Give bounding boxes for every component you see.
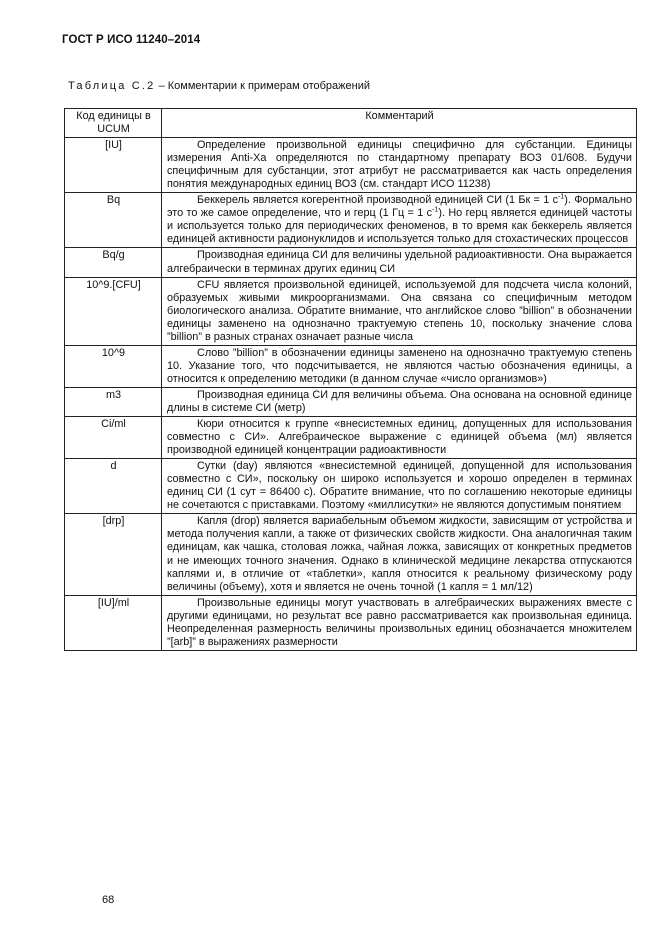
comment-cell — [162, 248, 637, 277]
table-row — [65, 459, 637, 514]
comment-cell — [162, 459, 637, 514]
page-number: 68 — [102, 894, 115, 906]
table-row — [65, 387, 637, 416]
unit-code-cell: m3 — [65, 387, 162, 416]
table-row — [65, 514, 637, 595]
column-header-code: Код единицы в UCUM — [65, 109, 162, 138]
table-row — [65, 595, 637, 650]
comment-cell — [162, 193, 637, 248]
unit-code-cell: Ci/ml — [65, 417, 162, 459]
comment-cell — [162, 417, 637, 459]
comment-cell — [162, 514, 637, 595]
comment-text: Капля (drop) является вариабельным объемом жидкости, зависящим от устройства и метода получения капли, а также от физических свойств жидкости. Она аналогичная таким единицам, как чашка, столовая ложка, чайная ложка, зависящих от конкретных предметов и не имеющих точного значения. Однако в клинической медицине лекарства отпускаются каплями и, в отличие от «таблетки», капля относится к реальному физическому роду величины (объему), хотя и является не очень точной (1 капля = 1 мл/12) — [167, 515, 632, 593]
unit-code-cell: [IU]/ml — [65, 595, 162, 650]
table-caption-title: Комментарии к примерам отображений — [167, 80, 370, 92]
comment-cell — [162, 345, 637, 387]
unit-code-cell: d — [65, 459, 162, 514]
table-caption — [68, 80, 370, 92]
table-caption-label: Таблица С.2 — [68, 80, 156, 92]
comment-text: Производная единица СИ для величины объема. Она основана на основной единице длины в системе СИ (метр) — [167, 388, 632, 414]
comment-text: Произвольные единицы могут участвовать в алгебраических выражениях вместе с другими единицами, но результат все равно рассматривается как произвольная единица. Неопределенная размерность величины произвольных единиц обозначается множителем ”[arb]” в выражениях размерности — [167, 596, 632, 648]
table-row — [65, 345, 637, 387]
comment-cell — [162, 387, 637, 416]
table-row — [65, 193, 637, 248]
table-row — [65, 248, 637, 277]
comment-text — [167, 194, 632, 246]
unit-code-cell: 10^9 — [65, 345, 162, 387]
comment-text-part: ). Формально это то же самое определение, что и герц (1 Гц = 1 с — [167, 194, 632, 220]
table-caption-dash: – — [155, 80, 168, 92]
comment-text: Производная единица СИ для величины удельной радиоактивности. Она выражается алгебраически в терминах других единиц СИ — [167, 249, 632, 275]
column-header-comment: Комментарий — [162, 109, 637, 138]
unit-code-cell: [IU] — [65, 138, 162, 193]
comment-text-part: ). Но герц является единицей частоты и используется только для периодических феноменов, в то время как беккерель является единицей активности радионуклидов и используется только для стохастических процессов — [167, 207, 632, 246]
comment-text: Сутки (day) являются «внесистемной единицей, допущенной для использования совместно с СИ», поскольку он широко используется и хорошо определен в терминах единиц СИ (1 сут = 86400 с). Обратите внимание, что по соглашению некоторые единицы не сочетаются с приставками. Поэтому «миллисутки» не являются допустимым понятием — [167, 460, 632, 512]
comment-text-part: Беккерель является когерентной производной единицей СИ (1 Бк = 1 с — [197, 194, 558, 207]
comment-text: Определение произвольной единицы специфично для субстанции. Единицы измерения Anti-Xa определяются по стандартному препарату ВОЗ 01/608. Будучи специфичным для субстанции, этот атрибут не рассматривается как часть определения понятия международных единиц ВОЗ (см. стандарт ИСО 11238) — [167, 139, 632, 191]
comment-cell — [162, 595, 637, 650]
exponent-superscript: -1 — [432, 206, 439, 214]
table-header-row — [65, 109, 637, 138]
unit-code-cell: Bq/g — [65, 248, 162, 277]
table-row — [65, 138, 637, 193]
comment-text: CFU является произвольной единицей, используемой для подсчета числа колоний, образуемых живыми микроорганизмами. Она связана со специфичным методом биологического анализа. Обратите внимание, что английское слово ”billion” в обозначении единицы заменено на однозначно трактуемую степень 10, поскольку значение слова ”billion” в разных странах означает разные числа — [167, 278, 632, 343]
unit-code-cell: [drp] — [65, 514, 162, 595]
comment-text: Кюри относится к группе «внесистемных единиц, допущенных для использования совместно с СИ». Алгебраическое выражение с единицей объема (мл) является производной единицей концентрации радиоактивности — [167, 418, 632, 457]
unit-code-cell: 10^9.[CFU] — [65, 277, 162, 345]
comment-text: Слово ”billion” в обозначении единицы заменено на однозначно трактуемую степень 10. Указание того, что подсчитывается, не являются частью обозначения единицы, а относится к определению методики (в данном случае «число организмов») — [167, 346, 632, 385]
comment-cell — [162, 277, 637, 345]
comment-cell — [162, 138, 637, 193]
document-standard-header: ГОСТ Р ИСО 11240–2014 — [62, 34, 201, 46]
table-row — [65, 417, 637, 459]
unit-code-cell: Bq — [65, 193, 162, 248]
table-row — [65, 277, 637, 345]
comments-table — [64, 108, 637, 651]
exponent-superscript: -1 — [558, 193, 565, 201]
